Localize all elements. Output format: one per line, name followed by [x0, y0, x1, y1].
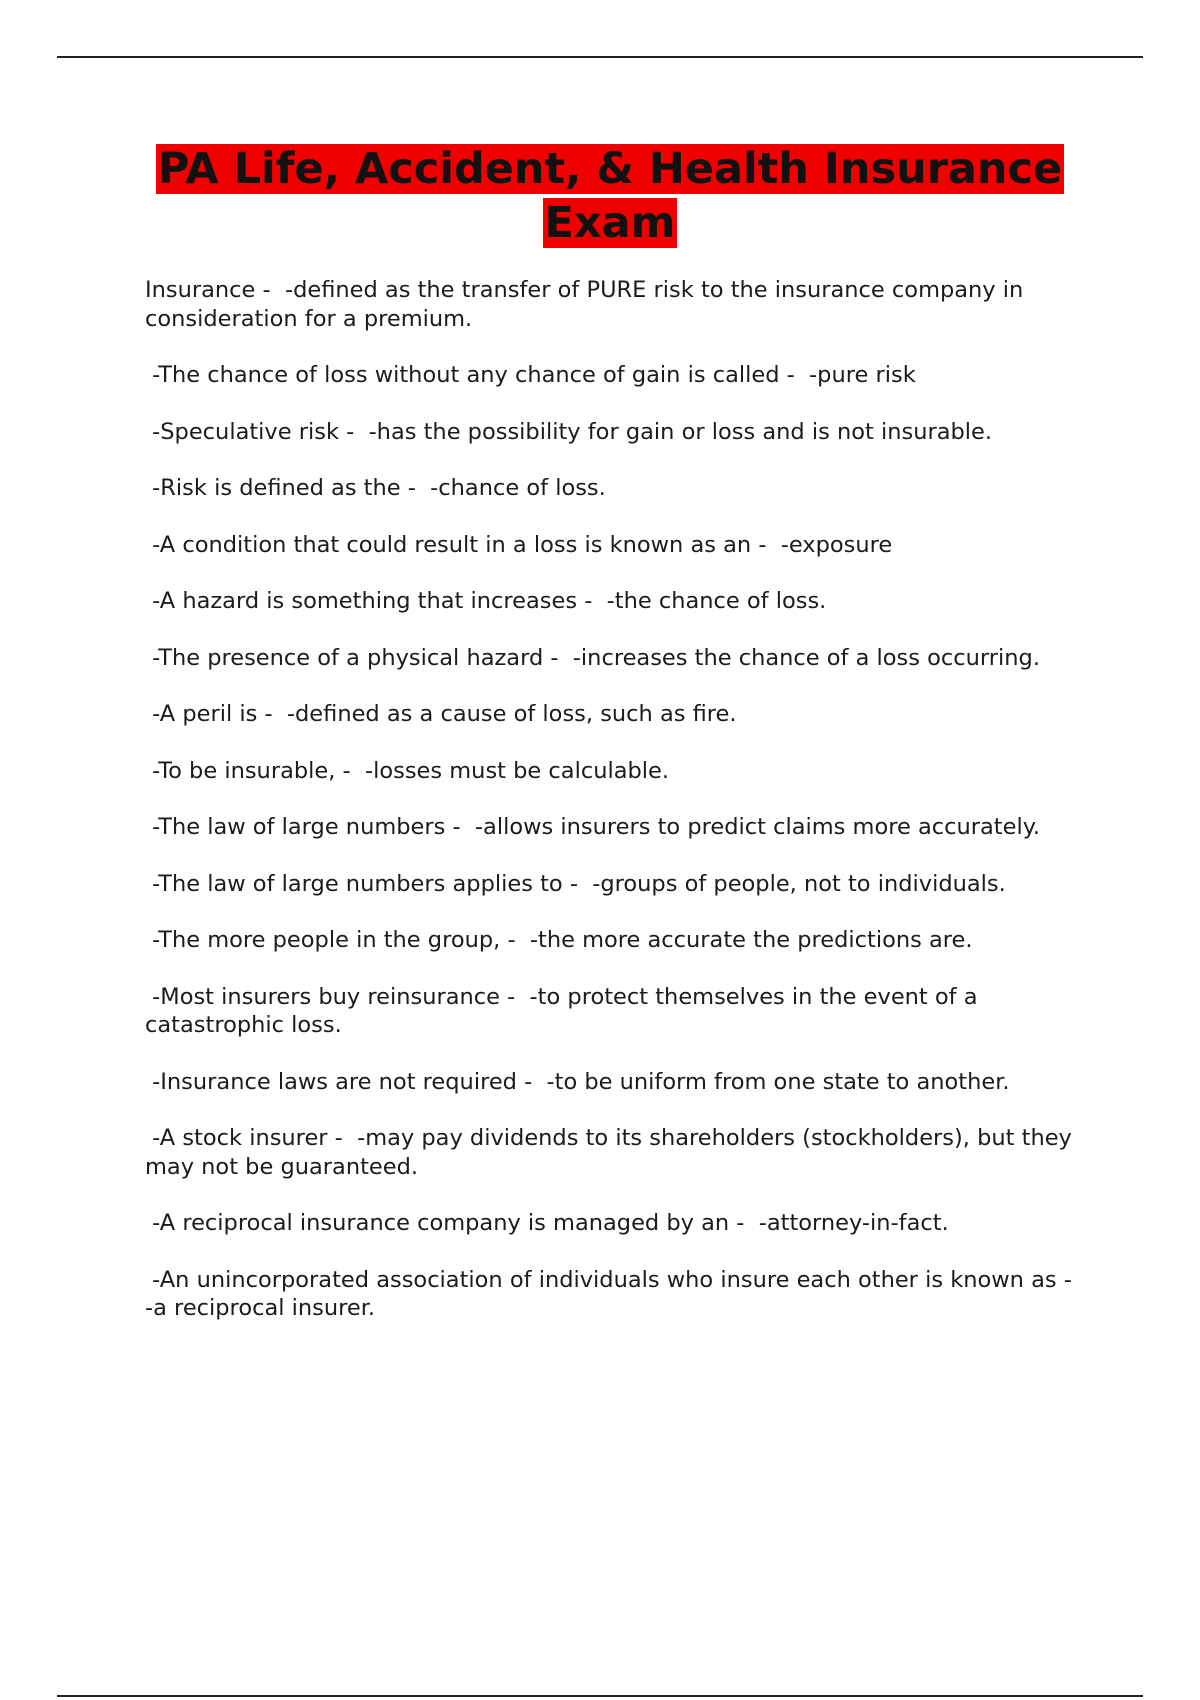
bottom-rule: [57, 1695, 1143, 1697]
page-title-text: PA Life, Accident, & Health Insurance Exam: [157, 144, 1063, 248]
qa-item: -A reciprocal insurance company is managed by an - -attorney-in-fact.: [145, 1210, 949, 1236]
qa-item: -An unincorporated association of individuals who insure each other is known as - -a reciprocal insurer.: [145, 1266, 1087, 1321]
qa-item: -The law of large numbers - -allows insurers to predict claims more accurately.: [145, 814, 1040, 840]
qa-item: -The law of large numbers applies to - -groups of people, not to individuals.: [145, 870, 1006, 897]
qa-item: -To be insurable, - -losses must be calculable.: [145, 757, 670, 784]
qa-item: -The chance of loss without any chance of gain is called - -pure risk: [145, 362, 916, 388]
qa-item: -A condition that could result in a loss is known as an - -exposure: [145, 531, 893, 558]
top-rule: [57, 56, 1143, 58]
page-title: [130, 142, 1090, 250]
qa-item: -A stock insurer - -may pay dividends to its shareholders (stockholders), but they may not be guaranteed.: [145, 1125, 1080, 1180]
qa-item: -A hazard is something that increases - -the chance of loss.: [145, 588, 827, 614]
qa-item: Insurance - -defined as the transfer of PURE risk to the insurance company in consideration for a premium.: [145, 277, 1031, 332]
qa-item: -Speculative risk - -has the possibility for gain or loss and is not insurable.: [145, 418, 993, 445]
qa-item: -The presence of a physical hazard - -increases the chance of a loss occurring.: [145, 644, 1040, 671]
qa-item: -Risk is defined as the - -chance of loss.: [145, 475, 606, 501]
qa-item: -The more people in the group, - -the more accurate the predictions are.: [145, 927, 973, 953]
qa-item: -Insurance laws are not required - -to be uniform from one state to another.: [145, 1068, 1010, 1095]
qa-item: -Most insurers buy reinsurance - -to protect themselves in the event of a catastrophic loss.: [145, 983, 985, 1038]
qa-item: -A peril is - -defined as a cause of loss, such as fire.: [145, 701, 737, 727]
question-answer-list: [145, 276, 1085, 1351]
